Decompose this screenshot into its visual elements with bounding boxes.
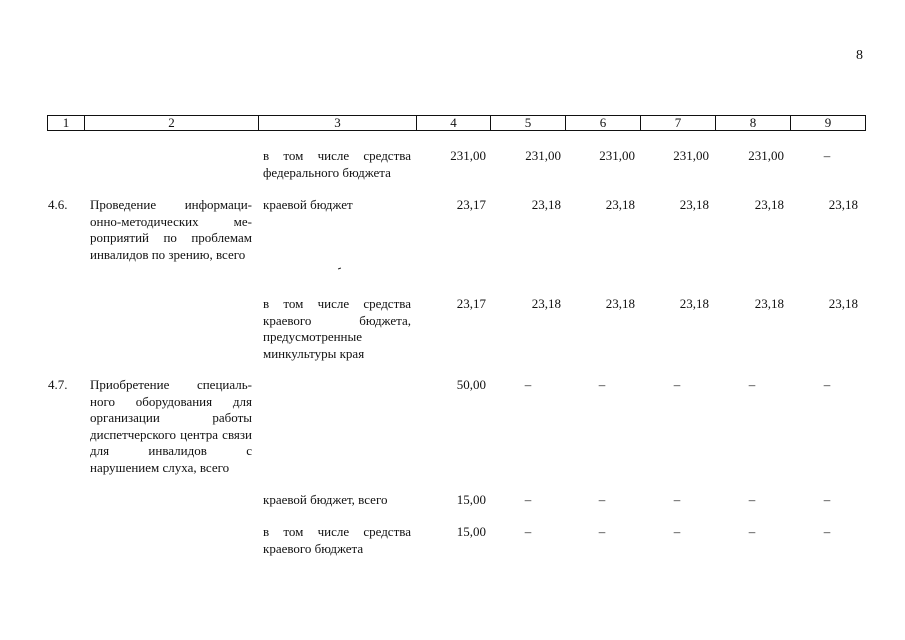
value-col-9: – bbox=[823, 148, 831, 163]
value-col-9: 23,18 bbox=[828, 197, 858, 212]
value-col-9: 23,18 bbox=[828, 296, 858, 311]
funding-source: в том числе средства краевого бюджета, предусмотренные минкультуры края bbox=[263, 296, 411, 361]
value-col-5: – bbox=[524, 524, 532, 539]
value-col-8: – bbox=[748, 524, 756, 539]
funding-source: краевой бюджет bbox=[263, 197, 353, 212]
header-col-9: 9 bbox=[824, 115, 832, 130]
header-col-7: 7 bbox=[641, 116, 716, 130]
value-col-8: 231,00 bbox=[748, 148, 784, 163]
value-col-4: 231,00 bbox=[450, 148, 486, 163]
value-col-9: – bbox=[823, 524, 831, 539]
value-col-5: – bbox=[524, 492, 532, 507]
value-col-6: 23,18 bbox=[605, 197, 635, 212]
funding-source: в том числе средства краевого бюджета bbox=[263, 524, 411, 556]
value-col-5: 23,18 bbox=[531, 296, 561, 311]
value-col-6: 23,18 bbox=[605, 296, 635, 311]
value-col-7: – bbox=[673, 524, 681, 539]
header-col-4: 4 bbox=[417, 116, 491, 130]
header-col-8: 8 bbox=[716, 116, 791, 130]
value-col-8: 23,18 bbox=[754, 197, 784, 212]
funding-source: в том числе средства федерального бюджета bbox=[263, 148, 411, 180]
value-col-8: – bbox=[748, 492, 756, 507]
value-col-6: – bbox=[598, 377, 606, 392]
value-col-9: – bbox=[823, 492, 831, 507]
value-col-8: – bbox=[748, 377, 756, 392]
value-col-4: 23,17 bbox=[456, 197, 486, 212]
value-col-8: 23,18 bbox=[754, 296, 784, 311]
funding-source: краевой бюджет, всего bbox=[263, 492, 388, 507]
value-col-5: 231,00 bbox=[525, 148, 561, 163]
header-col-1: 1 bbox=[48, 116, 85, 130]
item-number: 4.7. bbox=[48, 377, 68, 392]
value-col-4: 15,00 bbox=[456, 492, 486, 507]
value-col-4: 15,00 bbox=[456, 524, 486, 539]
value-col-7: – bbox=[673, 377, 681, 392]
item-number: 4.6. bbox=[48, 197, 68, 212]
value-col-7: 231,00 bbox=[673, 148, 709, 163]
value-col-7: – bbox=[673, 492, 681, 507]
table-header-row bbox=[47, 115, 866, 131]
header-col-2: 2 bbox=[85, 116, 259, 130]
item-title: Приобретение специаль-ного оборудования для организации работы диспетчерского центра связи для инвалидов с нарушением слуха, всего bbox=[90, 377, 252, 475]
value-col-6: 231,00 bbox=[599, 148, 635, 163]
value-col-4: 23,17 bbox=[456, 296, 486, 311]
item-title: Проведение информаци-онно-методических ме-роприятий по проблемам инвалидов по зрению, всего bbox=[90, 197, 252, 262]
value-col-9: – bbox=[823, 377, 831, 392]
page-number: 8 bbox=[856, 48, 863, 63]
header-col-5: 5 bbox=[491, 116, 566, 130]
value-col-6: – bbox=[598, 524, 606, 539]
value-col-6: – bbox=[598, 492, 606, 507]
value-col-5: 23,18 bbox=[531, 197, 561, 212]
header-col-6: 6 bbox=[566, 116, 641, 130]
value-col-7: 23,18 bbox=[679, 197, 709, 212]
value-col-4: 50,00 bbox=[456, 377, 486, 392]
scan-speck bbox=[338, 268, 341, 270]
header-col-3: 3 bbox=[259, 116, 417, 130]
value-col-7: 23,18 bbox=[679, 296, 709, 311]
value-col-5: – bbox=[524, 377, 532, 392]
